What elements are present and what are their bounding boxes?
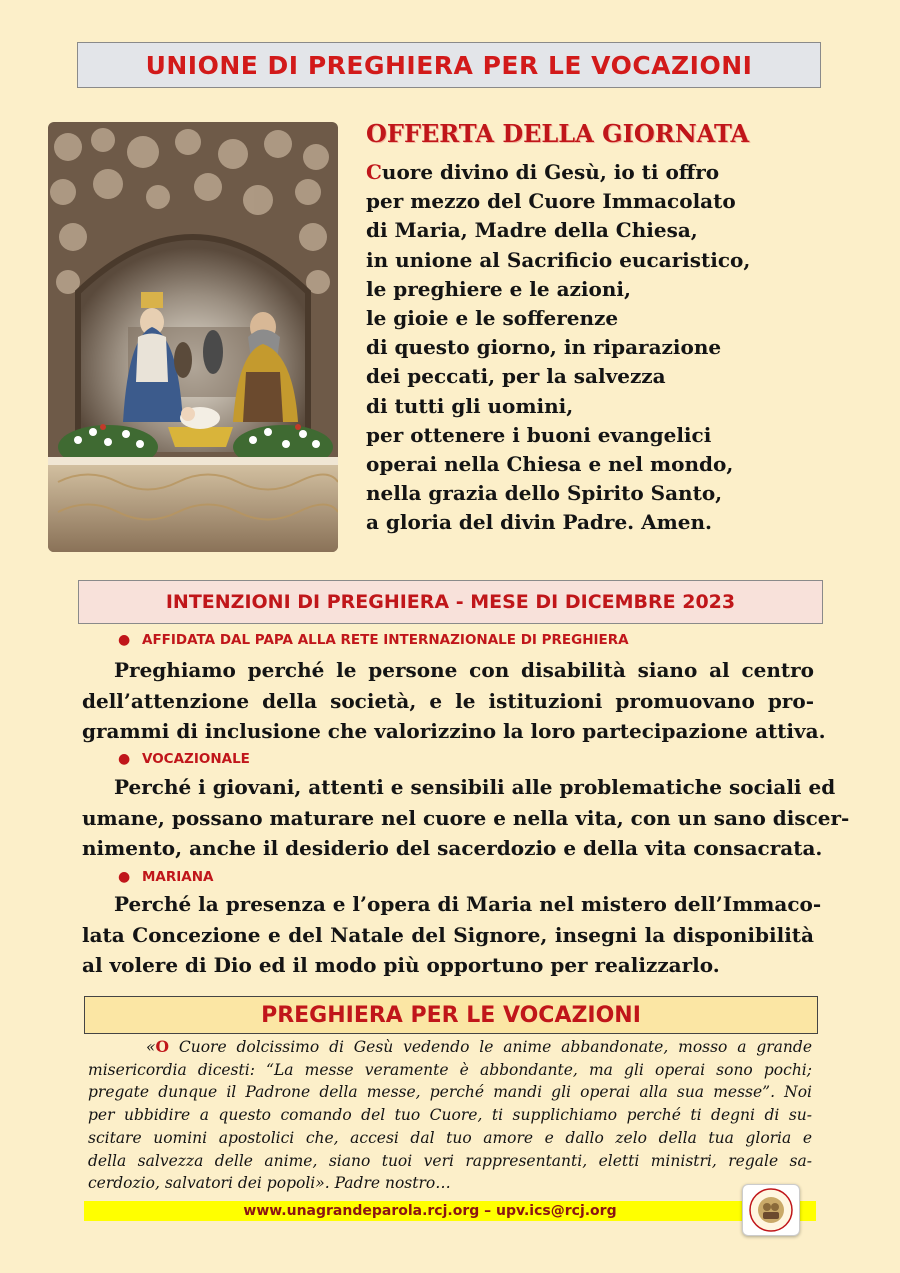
paragraph-mariana [82,889,822,981]
section-heading-mariana [118,869,214,885]
paragraph-line: dell’attenzione della società, e le istituzioni promuovano pro- [82,688,814,713]
preghiera-line: pregate dunque il Padrone della messe, perché mandi gli operai alla sua messe”. Noi [88,1083,812,1102]
preghiera-line: della salvezza delle anime, siano tuoi veri rappresentanti, eletti ministri, regale sa- [88,1151,812,1170]
offerta-line: di Maria, Madre della Chiesa, [366,218,698,243]
section-heading-vocazionale [118,751,250,767]
preghiera-line: per ubbidire a questo comando del tuo Cuore, ti supplichiamo perché ti degni di su- [88,1106,812,1125]
nativity-photo [48,122,338,552]
offerta-dropcap: C [366,160,382,184]
section-heading-text: MARIANA [142,869,214,885]
open-quote: « [146,1038,156,1056]
footer-links[interactable]: www.unagrandeparola.rcj.org – upv.ics@rcj.org [243,1203,617,1219]
page-title-box [77,42,821,88]
paragraph-line: al volere di Dio ed il modo più opportuno per realizzarlo. [82,953,720,977]
preghiera-line: cerdozio, salvatori dei popoli». Padre nostro… [88,1174,451,1193]
bullet-icon: ● [118,869,131,885]
paragraph-vocazionale [82,772,850,864]
paragraph-papa [82,655,826,747]
intenzioni-title-box [78,580,823,624]
offerta-text [366,158,806,538]
bullet-icon: ● [118,751,131,767]
offerta-line [366,158,806,187]
preghiera-line: misericordia dicesti: “La messe veramente è abbondante, ma gli operai sono pochi; [88,1060,812,1079]
preghiera-line: scitare uomini apostolici che, accesi dal tuo amore e dallo zelo della tua gloria e [88,1128,812,1147]
offerta-line: in unione al Sacrificio eucaristico, [366,247,751,272]
preghiera-line-text: Cuore dolcissimo di Gesù vedendo le anime abbandonate, mosso a grande [169,1038,812,1056]
offerta-line-text: uore divino di Gesù, io ti offro [381,160,720,184]
paragraph-line: nimento, anche il desiderio del sacerdozio e della vita consacrata. [82,836,823,860]
offerta-line: per ottenere i buoni evangelici [366,422,712,447]
intenzioni-title: INTENZIONI DI PREGHIERA - MESE DI DICEMBRE 2023 [165,591,736,613]
offerta-line: operai nella Chiesa e nel mondo, [366,452,734,477]
footer-links-bar [84,1201,816,1221]
paragraph-line: umane, possano maturare nel cuore e nella vita, con un sano discer- [82,805,850,830]
offerta-line: di questo giorno, in riparazione [366,335,722,360]
preghiera-title: PREGHIERA PER LE VOCAZIONI [261,1002,641,1028]
offerta-line: a gloria del divin Padre. Amen. [366,510,713,535]
offerta-line: dei peccati, per la salvezza [366,364,666,389]
paragraph-line: Perché la presenza e l’opera di Maria nel mistero dell’Immaco- [114,892,822,916]
bullet-icon: ● [118,632,131,648]
seal-logo [742,1184,800,1236]
section-heading-papa [118,632,629,648]
paragraph-line: grammi di inclusione che valorizzino la loro partecipazione attiva. [82,719,826,743]
preghiera-line [88,1036,812,1059]
offerta-line: nella grazia dello Spirito Santo, [366,481,723,506]
offerta-line: le preghiere e le azioni, [366,276,631,301]
paragraph-line: lata Concezione e del Natale del Signore, insegni la disponibilità [82,922,814,947]
offerta-line: le gioie e le sofferenze [366,306,619,331]
paragraph-line: Preghiamo perché le persone con disabilità siano al centro [114,658,814,682]
preghiera-dropcap: O [155,1037,169,1056]
section-heading-text: VOCAZIONALE [142,751,250,767]
section-heading-text: AFFIDATA DAL PAPA ALLA RETE INTERNAZIONALE DI PREGHIERA [142,632,629,648]
page-title: UNIONE DI PREGHIERA PER LE VOCAZIONI [145,50,753,80]
paragraph-line: Perché i giovani, attenti e sensibili alle problematiche sociali ed [114,775,836,799]
preghiera-title-box [84,996,818,1034]
preghiera-text [88,1036,812,1195]
offerta-line: per mezzo del Cuore Immacolato [366,189,736,214]
offerta-title: OFFERTA DELLA GIORNATA [366,119,750,148]
offerta-line: di tutti gli uomini, [366,393,574,418]
